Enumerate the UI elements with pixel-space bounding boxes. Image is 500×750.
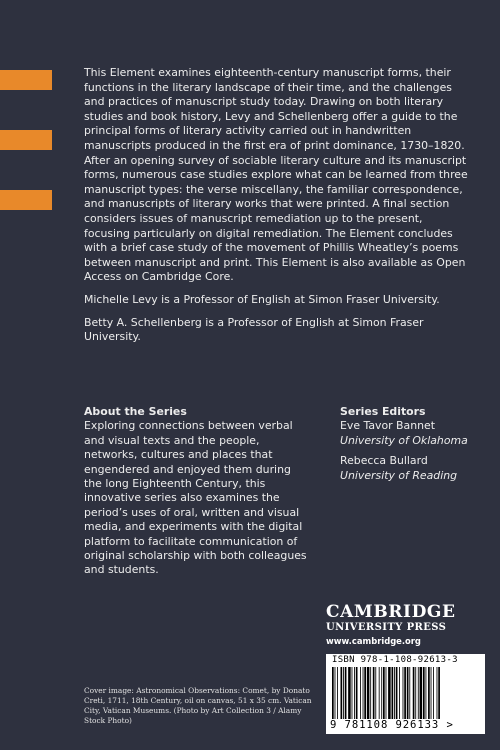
series-editors <box>340 405 480 483</box>
isbn-label: ISBN 978-1-108-92613-3 <box>332 655 458 665</box>
blurb <box>84 66 470 353</box>
publisher-name: CAMBRIDGE <box>326 602 456 622</box>
author-bio: Betty A. Schellenberg is a Professor of English at Simon Fraser University. <box>84 315 424 344</box>
isbn-barcode-box <box>326 654 485 734</box>
editors-heading: Series Editors <box>340 405 426 418</box>
author-bio: Michelle Levy is a Professor of English at Simon Fraser University. <box>84 292 440 306</box>
editor-name: Eve Tavor Bannet <box>340 419 435 433</box>
series-heading: About the Series <box>84 405 187 418</box>
accent-bar <box>0 130 52 150</box>
isbn-digits: 9 781108 926133 > <box>330 719 454 731</box>
publisher-logo <box>326 603 486 646</box>
editor-name: Rebecca Bullard <box>340 454 428 468</box>
about-the-series <box>84 405 308 578</box>
accent-bar <box>0 190 52 210</box>
series-text: Exploring connections between verbal and visual texts and the people, networks, cultures and places that engendered and enjoyed them during the long Eighteenth Century, this innovative series also examines the period’s uses of oral, written and visual media, and experiments with the digital platform to facilitate communication of original scholarship with both colleagues and students. <box>84 419 307 577</box>
accent-bar <box>0 70 52 90</box>
barcode <box>332 667 472 719</box>
blurb-main: This Element examines eighteenth-century manuscript forms, their functions in the literary landscape of their time, and the challenges and practices of manuscript study today. Drawing on both literary studies and book history, Levy and Schellenberg offer a guide to the principal forms of literary activity carried out in handwritten manuscripts produced in the first era of print dominance, 1730–1820. After an opening survey of sociable literary culture and its manuscript forms, numerous case studies explore what can be learned from three manuscript types: the verse miscellany, the familiar correspondence, and manuscripts of literary works that were printed. A final section considers issues of manuscript remediation up to the present, focusing particularly on digital remediation. The Element concludes with a brief case study of the movement of Phillis Wheatley’s poems between manuscript and print. This Element is also available as Open Access on Cambridge Core. <box>84 66 468 284</box>
publisher-url: www.cambridge.org <box>326 636 421 646</box>
publisher-sub: UNIVERSITY PRESS <box>326 622 447 633</box>
editor-affiliation: University of Oklahoma <box>340 433 468 447</box>
cover-credit: Cover image: Astronomical Observations: Comet, by Donato Creti, 1711, 18th Century, oil on canvas, 51 x 35 cm. Vatican City, Vatican Museums. (Photo by Art Collection 3 / Alamy Stock Photo) <box>84 686 312 726</box>
editor-affiliation: University of Reading <box>340 468 458 482</box>
